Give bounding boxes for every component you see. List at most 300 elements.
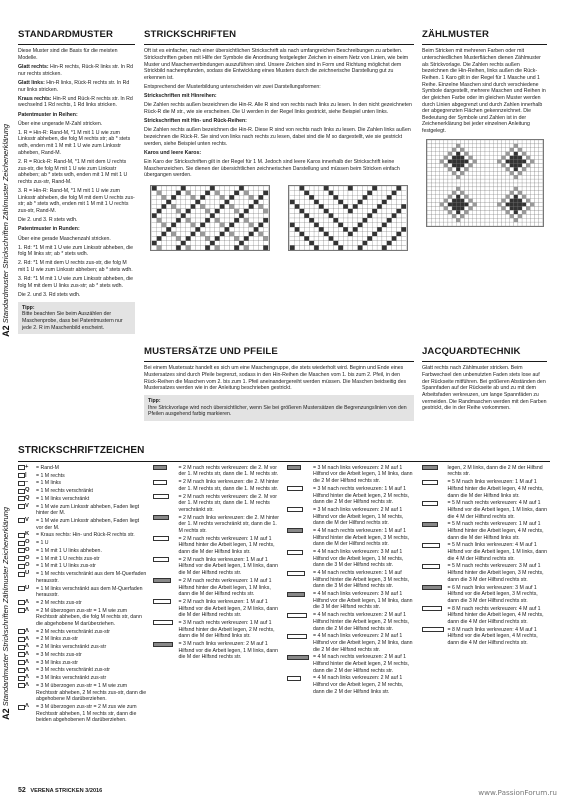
chart-cell	[468, 155, 472, 159]
chart-cell	[464, 155, 468, 159]
chart-cell	[517, 167, 521, 171]
chart-cell	[435, 175, 439, 179]
chart-cell	[468, 198, 472, 202]
chart-cell	[464, 191, 468, 195]
chart-cell	[464, 144, 468, 148]
chart-cell	[513, 198, 517, 202]
chart-cell	[329, 232, 334, 237]
chart-cell	[358, 218, 363, 223]
chart-cell	[517, 202, 521, 206]
chart-cell	[338, 228, 343, 233]
symbol-box-icon	[18, 629, 25, 634]
chart-cell	[538, 167, 542, 171]
chart-cell	[452, 155, 456, 159]
chart-cell	[200, 214, 205, 219]
chart-cell	[348, 246, 353, 251]
chart-cell	[343, 237, 348, 242]
chart-cell	[254, 241, 259, 246]
chart-cell	[258, 200, 263, 205]
chart-cell	[452, 144, 456, 148]
chart-cell	[526, 163, 530, 167]
symbol-glyph-icon	[18, 556, 34, 562]
chart-cell	[472, 187, 476, 191]
chart-cell	[244, 200, 249, 205]
chart-cell	[249, 223, 254, 228]
chart-cell	[353, 205, 358, 210]
cable-cross-icon	[422, 479, 446, 485]
cable-box-icon	[287, 528, 303, 533]
chart-cell	[476, 214, 480, 218]
symbol-text: = 2 M nach links verkreuzen: 1 M auf 1 Hilfsnd vor die Arbeit legen, 1 M links, dann die M der Hilfsnd rechts str.	[178, 556, 278, 577]
chart-cell	[358, 246, 363, 251]
chart-cell	[501, 144, 505, 148]
chart-cell	[295, 241, 300, 246]
symbol-glyph-icon	[18, 600, 34, 606]
chart-cell	[472, 218, 476, 222]
chart-cell	[447, 214, 451, 218]
chart-cell	[534, 163, 538, 167]
chart-cell	[387, 237, 392, 242]
chart-cell	[382, 246, 387, 251]
symbol-column-1	[18, 465, 147, 725]
chart-cell	[324, 209, 329, 214]
symbol-entry	[18, 660, 147, 667]
symbol-glyph-icon	[18, 496, 34, 502]
chart-cell	[333, 246, 338, 251]
chart-cell	[258, 209, 263, 214]
chart-cell	[456, 167, 460, 171]
chart-cell	[497, 183, 501, 187]
cable-cross-icon	[287, 675, 311, 681]
chart-cell	[229, 209, 234, 214]
chart-cell	[534, 210, 538, 214]
chart-cell	[530, 187, 534, 191]
cable-cross-icon	[153, 536, 177, 542]
chart-cell	[522, 171, 526, 175]
chart-cell	[324, 196, 329, 201]
chart-cell	[452, 163, 456, 167]
chart-cell	[501, 159, 505, 163]
chart-cell	[377, 186, 382, 191]
chart-cell	[234, 237, 239, 242]
chart-cell	[319, 241, 324, 246]
chart-cell	[220, 196, 225, 201]
chart-cell	[443, 171, 447, 175]
chart-cell	[464, 163, 468, 167]
chart-cell	[234, 214, 239, 219]
chart-cell	[396, 191, 401, 196]
chart-cell	[522, 167, 526, 171]
chart-cell	[431, 195, 435, 199]
symbol-box-icon	[18, 676, 25, 681]
symbol-text: = 3 M nach links verkreuzen: 2 M auf 1 Hilfsnd vor die Arbeit legen, 1 M links, dann die 2 M der Hilfsnd rechts str.	[313, 464, 413, 485]
chart-cell	[464, 202, 468, 206]
chart-cell	[401, 246, 406, 251]
chart-cell	[526, 152, 530, 156]
chart-cell	[534, 191, 538, 195]
chart-cell	[225, 196, 230, 201]
symbol-text: = 2 M rechts verschränkt zus-str	[36, 628, 110, 635]
cable-box-icon	[287, 486, 303, 491]
symbol-entry	[18, 488, 147, 495]
chart-cell	[314, 228, 319, 233]
chart-cell	[171, 186, 176, 191]
chart-cell	[263, 214, 268, 219]
chart-cell	[191, 237, 196, 242]
chart-cell	[249, 205, 254, 210]
chart-cell	[210, 218, 215, 223]
chart-cell	[372, 209, 377, 214]
chart-cell	[468, 187, 472, 191]
chart-cell	[210, 209, 215, 214]
chart-cell	[254, 237, 259, 242]
chart-cell	[290, 218, 295, 223]
chart-cell	[493, 198, 497, 202]
chart-cell	[431, 210, 435, 214]
chart-cell	[517, 152, 521, 156]
chart-cell	[304, 200, 309, 205]
chart-cell	[210, 196, 215, 201]
chart-cell	[254, 246, 259, 251]
chart-cell	[171, 232, 176, 237]
chart-cell	[338, 223, 343, 228]
symbol-glyph-icon	[18, 636, 34, 642]
chart-cell	[358, 191, 363, 196]
symbol-column-3	[287, 465, 416, 725]
intro-text-2: Entsprechend der Musterbildung unterscheiden wir zwei Darstellungsformen:	[144, 84, 321, 91]
chart-cell	[263, 191, 268, 196]
chart-cell	[220, 214, 225, 219]
chart-cell	[220, 232, 225, 237]
chart-cell	[456, 222, 460, 226]
chart-cell	[509, 167, 513, 171]
chart-cell	[358, 241, 363, 246]
chart-cell	[493, 218, 497, 222]
chart-cell	[295, 223, 300, 228]
chart-cell	[443, 144, 447, 148]
chart-cell	[304, 228, 309, 233]
symbol-entry	[153, 479, 282, 492]
chart-cell	[460, 183, 464, 187]
spine-label-bottom: A2 Standardmuster Strickschriften Zählmuster Zeichenerklärung	[0, 506, 11, 720]
chart-cell	[427, 198, 431, 202]
symbol-box-icon	[18, 668, 25, 673]
chart-cell	[314, 237, 319, 242]
chart-cell	[382, 196, 387, 201]
chart-cell	[157, 237, 162, 242]
section-title: ZÄHLMUSTER	[422, 0, 547, 45]
chart-cell	[363, 209, 368, 214]
chart-cell	[530, 171, 534, 175]
chart-cell	[152, 246, 157, 251]
chart-cell	[343, 241, 348, 246]
chart-cell	[367, 232, 372, 237]
chart-cell	[439, 140, 443, 144]
chart-cell	[452, 198, 456, 202]
chart-cell	[452, 167, 456, 171]
chart-cell	[489, 171, 493, 175]
tip-text: Ihre Strickvorlage wird noch übersichtlicher, wenn Sie bei größeren Mustersätzen die Begrenzungslinien von den Pfeilen ausgehend farbig markieren.	[148, 404, 407, 418]
chart-cell	[191, 209, 196, 214]
chart-cell	[176, 228, 181, 233]
chart-cell	[472, 195, 476, 199]
chart-cell	[338, 232, 343, 237]
chart-cell	[186, 223, 191, 228]
chart-cell	[186, 196, 191, 201]
chart-cell	[372, 196, 377, 201]
chart-cell	[333, 237, 338, 242]
chart-cell	[456, 175, 460, 179]
chart-cell	[333, 223, 338, 228]
chart-cell	[333, 232, 338, 237]
symbol-entry	[18, 704, 147, 724]
chart-cell	[295, 218, 300, 223]
cable-cross-icon	[287, 612, 311, 618]
symbol-text: = 1 M wie zum Linksstr abheben, Faden liegt hinter der M.	[36, 503, 140, 517]
chart-cell	[460, 175, 464, 179]
chart-cell	[215, 237, 220, 242]
chart-cell	[485, 195, 489, 199]
chart-cell	[309, 246, 314, 251]
chart-cell	[464, 175, 468, 179]
symbol-box-icon	[18, 586, 25, 591]
chart-cell	[220, 205, 225, 210]
chart-cell	[443, 140, 447, 144]
chart-cell	[304, 205, 309, 210]
chart-cell	[485, 144, 489, 148]
chart-cell	[377, 214, 382, 219]
chart-cell	[522, 218, 526, 222]
chart-cell	[501, 191, 505, 195]
chart-cell	[387, 218, 392, 223]
chart-cell	[220, 241, 225, 246]
chart-cell	[387, 241, 392, 246]
chart-cell	[329, 223, 334, 228]
chart-cell	[501, 148, 505, 152]
chart-cell	[522, 206, 526, 210]
chart-cell	[493, 171, 497, 175]
chart-cell	[456, 191, 460, 195]
chart-cell	[254, 196, 259, 201]
chart-cell	[324, 191, 329, 196]
chart-cell	[509, 179, 513, 183]
tip-title: Tipp:	[22, 304, 35, 311]
chart-cell	[258, 241, 263, 246]
chart-cell	[447, 206, 451, 210]
symbol-entry	[287, 486, 416, 506]
chart-cell	[522, 191, 526, 195]
chart-cell	[534, 214, 538, 218]
chart-cell	[443, 195, 447, 199]
chart-cell	[258, 186, 263, 191]
chart-cell	[538, 148, 542, 152]
chart-cell	[485, 167, 489, 171]
chart-cell	[530, 206, 534, 210]
chart-cell	[517, 155, 521, 159]
symbol-text: = 2 M nach rechts verkreuzen: 1 M auf 1 Hilfsnd hinter die Arbeit legen, 1 M rechts, dann die M der Hilfsnd links str.	[178, 535, 275, 556]
chart-cell	[401, 228, 406, 233]
chart-cell	[295, 196, 300, 201]
symbol-text: = Rand-M	[36, 464, 59, 471]
chart-cell	[314, 246, 319, 251]
chart-cell	[526, 206, 530, 210]
chart-cell	[427, 140, 431, 144]
chart-cell	[162, 209, 167, 214]
chart-cell	[372, 186, 377, 191]
chart-cell	[309, 223, 314, 228]
chart-cell	[215, 209, 220, 214]
symbol-glyph-icon	[18, 540, 34, 546]
chart-cell	[472, 214, 476, 218]
chart-cell	[367, 196, 372, 201]
symbol-box-icon	[18, 548, 25, 553]
chart-cell	[501, 155, 505, 159]
chart-cell	[181, 223, 186, 228]
chart-cell	[493, 155, 497, 159]
chart-cell	[353, 186, 358, 191]
chart-cell	[152, 186, 157, 191]
chart-cell	[367, 241, 372, 246]
chart-cell	[304, 191, 309, 196]
chart-cell	[343, 228, 348, 233]
chart-cell	[171, 214, 176, 219]
chart-cell	[456, 159, 460, 163]
chart-cell	[468, 202, 472, 206]
chart-cell	[181, 241, 186, 246]
chart-cell	[480, 155, 484, 159]
symbol-glyph-text: Q	[25, 494, 30, 501]
chart-cell	[501, 210, 505, 214]
chart-cell	[353, 209, 358, 214]
chart-cell	[191, 241, 196, 246]
chart-cell	[348, 232, 353, 237]
chart-cell	[501, 222, 505, 226]
chart-cell	[191, 223, 196, 228]
chart-cell	[333, 241, 338, 246]
symbol-entry	[18, 532, 147, 539]
chart-cell	[534, 144, 538, 148]
chart-cell	[530, 175, 534, 179]
chart-cell	[538, 218, 542, 222]
chart-cell	[372, 200, 377, 205]
chart-cell	[443, 198, 447, 202]
chart-cell	[205, 191, 210, 196]
chart-cell	[363, 218, 368, 223]
cable-box-icon	[153, 599, 171, 604]
chart-cell	[367, 228, 372, 233]
chart-cell	[538, 155, 542, 159]
symbol-glyph-icon	[18, 518, 34, 524]
chart-cell	[220, 200, 225, 205]
chart-cell	[300, 232, 305, 237]
chart-cell	[304, 241, 309, 246]
chart-cell	[329, 205, 334, 210]
chart-cell	[509, 218, 513, 222]
symbol-glyph-text: O	[25, 562, 30, 569]
chart-cell	[392, 223, 397, 228]
chart-cell	[329, 218, 334, 223]
chart-cell	[464, 195, 468, 199]
chart-cell	[447, 195, 451, 199]
chart-cell	[220, 246, 225, 251]
chart-cell	[195, 191, 200, 196]
chart-cell	[526, 191, 530, 195]
tip-text: Bitte beachten Sie beim Auszählen der Maschenprobe, dass bei Patentmustern nur jede 2. R im Maschenbild erscheint.	[22, 311, 123, 331]
symbol-glyph-icon	[18, 532, 34, 538]
cable-box-icon	[287, 507, 303, 512]
chart-cell	[333, 196, 338, 201]
chart-cell	[517, 187, 521, 191]
chart-cell	[387, 209, 392, 214]
pattern-text: Hin-R links, Rück-R rechts str. In Rd nur links stricken.	[18, 79, 130, 93]
chart-cell	[468, 214, 472, 218]
chart-cell	[181, 246, 186, 251]
chart-cell	[220, 228, 225, 233]
chart-cell	[427, 183, 431, 187]
jacquard-text: Glatt rechts nach Zählmuster stricken. Beim Farbwechsel den unbenutzten Faden stets lose auf der Rückseite mitführen. Bei größeren Abständen den Spannfaden auf der Rückseite ab und zu mit dem Arbeitsfaden verkreuzen, um lange Spannfäden zu vermeiden. Die Randmaschen werden mit den Farben gestrickt, die in der Reihe vorkommen.	[422, 365, 547, 412]
chart-cell	[468, 159, 472, 163]
chart-cell	[493, 159, 497, 163]
symbol-glyph-text: Λ	[25, 651, 29, 658]
chart-cell	[166, 186, 171, 191]
chart-cell	[480, 206, 484, 210]
symbol-box-icon	[18, 645, 25, 650]
chart-cell	[439, 167, 443, 171]
chart-cell	[439, 210, 443, 214]
chart-cell	[513, 159, 517, 163]
chart-cell	[401, 214, 406, 219]
chart-cell	[517, 148, 521, 152]
chart-cell	[234, 191, 239, 196]
symbol-glyph-icon	[18, 608, 34, 614]
chart-cell	[443, 183, 447, 187]
chart-cell	[171, 237, 176, 242]
chart-cell	[343, 209, 348, 214]
chart-cell	[460, 214, 464, 218]
cable-cross-icon	[287, 528, 311, 534]
chart-cell	[324, 246, 329, 251]
chart-cell	[476, 210, 480, 214]
cable-cross-icon	[422, 585, 446, 591]
chart-cell	[452, 171, 456, 175]
symbol-text: = 3 M links zus-str	[36, 659, 78, 666]
chart-cell	[480, 218, 484, 222]
chart-cell	[464, 210, 468, 214]
chart-cell	[493, 167, 497, 171]
chart-cell	[186, 205, 191, 210]
chart-cell	[263, 196, 268, 201]
chart-cell	[319, 223, 324, 228]
chart-cell	[435, 140, 439, 144]
chart-cell	[509, 195, 513, 199]
chart-cell	[229, 200, 234, 205]
strickschriften-section	[144, 0, 414, 255]
chart-cell	[244, 228, 249, 233]
chart-cell	[493, 152, 497, 156]
chart-cell	[181, 200, 186, 205]
chart-cell	[215, 228, 220, 233]
chart-cell	[329, 237, 334, 242]
patent-row-step: 3. R = Hin-R: Rand-M, *1 M mit 1 U wie zum Linksstr abheben, die folg M mit dem U rechts zus-str; ab * stets wdh, enden mit 1 M mit 1 U rechts zus-str, Rand-M.	[18, 188, 135, 215]
chart-cell	[353, 191, 358, 196]
chart-cell	[530, 183, 534, 187]
chart-cell	[343, 200, 348, 205]
symbol-entry	[18, 636, 147, 643]
chart-cell	[476, 206, 480, 210]
chart-cell	[152, 196, 157, 201]
chart-cell	[497, 179, 501, 183]
chart-cell	[324, 237, 329, 242]
